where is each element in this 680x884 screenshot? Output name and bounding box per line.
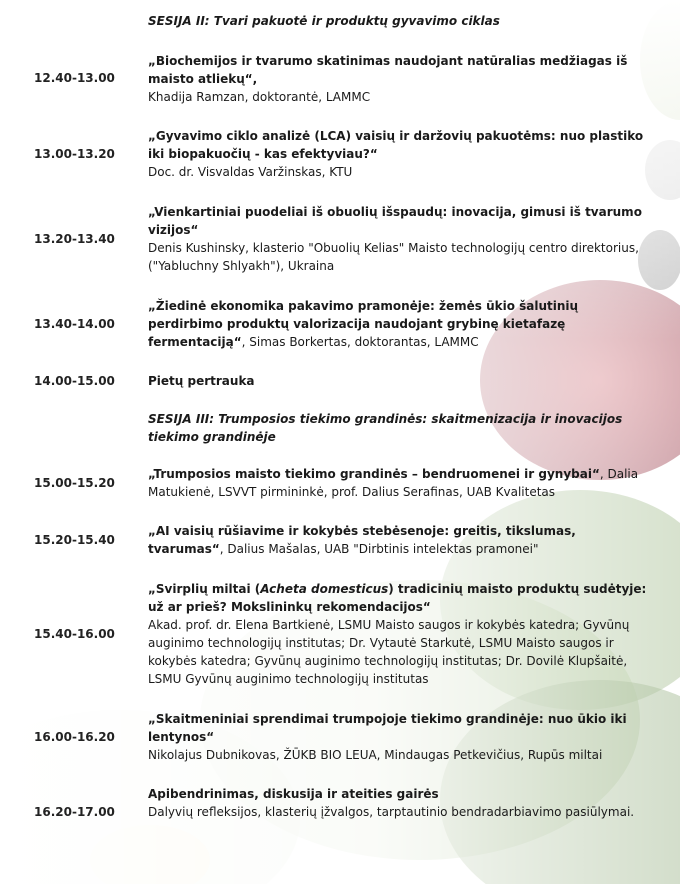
agenda-time: 15.00-15.20 xyxy=(34,476,115,490)
talk-speaker: Khadija Ramzan, doktorantė, LAMMC xyxy=(148,90,371,104)
break-title: Pietų pertrauka xyxy=(148,374,255,388)
talk-speaker: Denis Kushinsky, klasterio "Obuolių Kelias" Maisto technologijų centro direktorius, ("Yabluchny Shlyakh"), Ukraina xyxy=(148,241,639,273)
agenda-text xyxy=(148,52,648,106)
agenda-text xyxy=(148,297,648,351)
talk-title: „Žiedinė ekonomika pakavimo pramonėje: žemės ūkio šalutinių perdirbimo produktų valorizacija naudojant grybinę kietafazę fermentaciją“ xyxy=(148,299,579,349)
talk-speaker: , Dalius Mašalas, UAB "Dirbtinis intelektas pramonei" xyxy=(219,542,539,556)
agenda-text xyxy=(148,465,648,501)
agenda-text xyxy=(148,522,648,558)
agenda-time: 12.40-13.00 xyxy=(34,71,115,85)
agenda-time: 16.00-16.20 xyxy=(34,730,115,744)
talk-title-end: ) tradicinių maisto produktų sudėtyje: už ar prieš? Mokslininkų rekomendacijos“ xyxy=(148,582,647,614)
session-title: SESIJA II: Tvari pakuotė ir produktų gyvavimo ciklas xyxy=(148,14,500,28)
talk-speaker: , Simas Borkertas, doktorantas, LAMMC xyxy=(241,335,479,349)
talk-title: „Skaitmeniniai sprendimai trumpojoje tiekimo grandinėje: nuo ūkio iki lentynos“ xyxy=(148,712,627,744)
agenda-time: 14.00-15.00 xyxy=(34,374,115,388)
talk-speaker: Nikolajus Dubnikovas, ŽŪKB BIO LEUA, Mindaugas Petkevičius, Rupūs miltai xyxy=(148,748,603,762)
agenda-text xyxy=(148,127,648,181)
agenda-text xyxy=(148,710,648,764)
agenda-text xyxy=(148,580,648,688)
agenda-time: 16.20-17.00 xyxy=(34,805,115,819)
agenda-time: 13.40-14.00 xyxy=(34,317,115,331)
agenda-time: 13.20-13.40 xyxy=(34,232,115,246)
agenda-time: 15.20-15.40 xyxy=(34,533,115,547)
agenda-time: 15.40-16.00 xyxy=(34,627,115,641)
talk-speaker: Akad. prof. dr. Elena Bartkienė, LSMU Maisto saugos ir kokybės katedra; Gyvūnų auginimo technologijų institutas; Dr. Vytautė Starkutė, LSMU Maisto saugos ir kokybės katedra; Gyvūnų auginimo technologijų institutas; Dr. Dovilė Klupšaitė, LSMU Gyvūnų auginimo technologijų institutas xyxy=(148,618,630,686)
agenda-time: 13.00-13.20 xyxy=(34,147,115,161)
talk-title-start: „Svirplių miltai ( xyxy=(148,582,261,596)
talk-title: „Biochemijos ir tvarumo skatinimas naudojant natūralias medžiagas iš maisto atliekų“, xyxy=(148,54,628,86)
session-title: SESIJA III: Trumposios tiekimo grandinės: skaitmenizacija ir inovacijos tiekimo grandinėje xyxy=(148,412,623,444)
talk-title xyxy=(148,580,648,616)
talk-speaker: Dalyvių refleksijos, klasterių įžvalgos, tarptautinio bendradarbiavimo pasiūlymai. xyxy=(148,805,635,819)
talk-title: Apibendrinimas, diskusija ir ateities gairės xyxy=(148,787,439,801)
agenda-text xyxy=(148,785,648,821)
talk-title: „Trumposios maisto tiekimo grandinės – bendruomenei ir gynybai“ xyxy=(148,467,600,481)
talk-title-species: Acheta domesticus xyxy=(260,582,389,596)
talk-title: „Gyvavimo ciklo analizė (LCA) vaisių ir daržovių pakuotėms: nuo plastiko iki biopakuočių - kas efektyviau?“ xyxy=(148,129,644,161)
talk-title: „AI vaisių rūšiavime ir kokybės stebėsenoje: greitis, tikslumas, tvarumas“ xyxy=(148,524,576,556)
agenda-text xyxy=(148,203,648,275)
talk-speaker: , Dalia Matukienė, LSVVT pirmininkė, prof. Dalius Serafinas, UAB Kvalitetas xyxy=(148,467,639,499)
talk-title: „Vienkartiniai puodeliai iš obuolių išspaudų: inovacija, gimusi iš tvarumo vizijos“ xyxy=(148,205,642,237)
talk-speaker: Doc. dr. Visvaldas Varžinskas, KTU xyxy=(148,165,353,179)
